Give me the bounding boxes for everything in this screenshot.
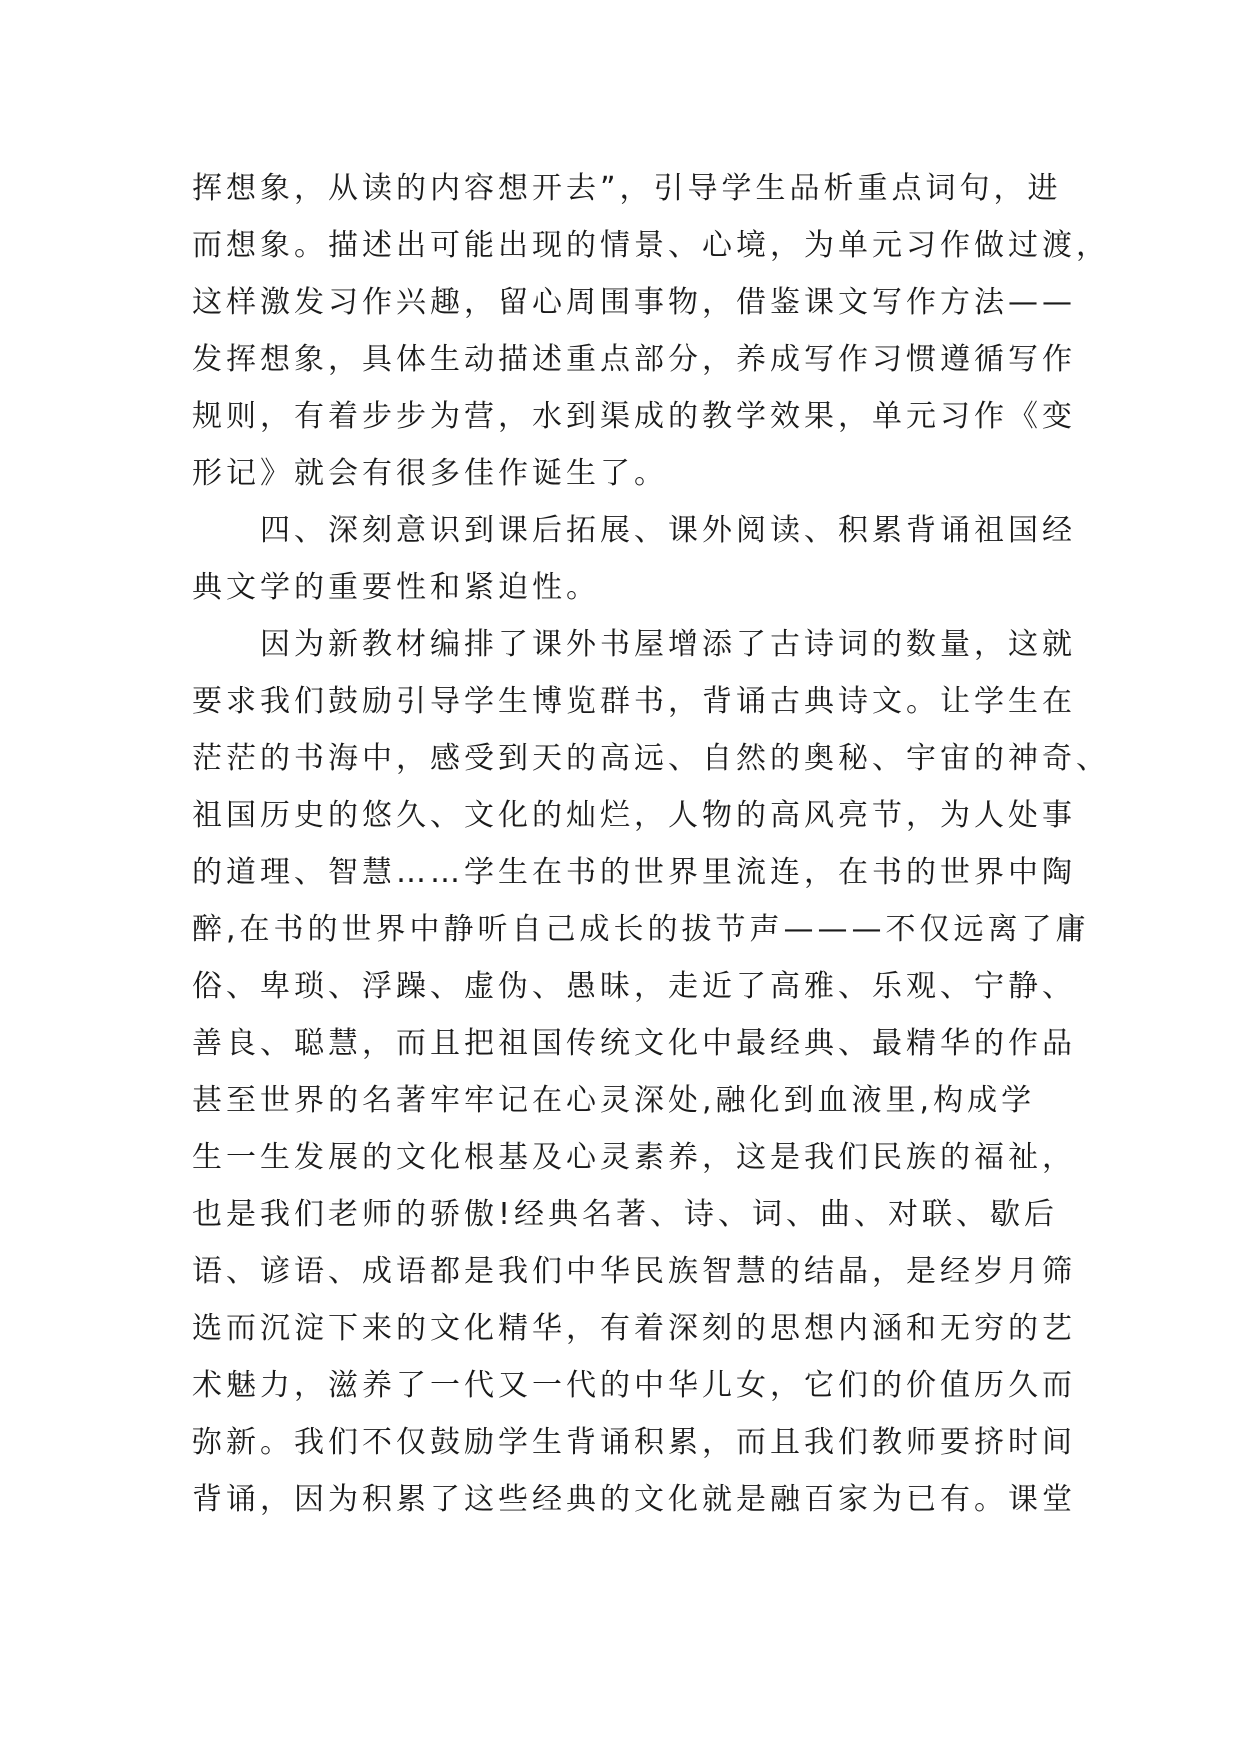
paragraph-start-line: 因为新教材编排了课外书屋增添了古诗词的数量，这就	[260, 627, 1076, 662]
text-line: 规则，有着步步为营，水到渠成的教学效果，单元习作《变	[192, 399, 1076, 434]
section-heading-line: 典文学的重要性和紧迫性。	[192, 570, 600, 605]
text-line: 这样激发习作兴趣，留心周围事物，借鉴课文写作方法——	[192, 285, 1076, 320]
body-text	[192, 160, 1110, 1528]
text-line: 背诵，因为积累了这些经典的文化就是融百家为已有。课堂	[192, 1482, 1076, 1517]
text-line: 发挥想象，具体生动描述重点部分，养成写作习惯遵循写作	[192, 342, 1076, 377]
text-line: 形记》就会有很多佳作诞生了。	[192, 456, 668, 491]
text-line: 的道理、智慧……学生在书的世界里流连，在书的世界中陶	[192, 855, 1076, 890]
text-line: 挥想象，从读的内容想开去”，引导学生品析重点词句，进	[192, 171, 1062, 206]
text-line: 茫茫的书海中，感受到天的高远、自然的奥秘、宇宙的神奇、	[192, 741, 1110, 776]
section-heading-line: 四、深刻意识到课后拓展、课外阅读、积累背诵祖国经	[260, 513, 1076, 548]
text-line: 选而沉淀下来的文化精华，有着深刻的思想内涵和无穷的艺	[192, 1311, 1076, 1346]
text-line: 善良、聪慧，而且把祖国传统文化中最经典、最精华的作品	[192, 1026, 1076, 1061]
text-line: 弥新。我们不仅鼓励学生背诵积累，而且我们教师要挤时间	[192, 1425, 1076, 1460]
text-line: 生一生发展的文化根基及心灵素养，这是我们民族的福祉，	[192, 1140, 1076, 1175]
text-line: 醉,在书的世界中静听自己成长的拔节声———不仅远离了庸	[192, 912, 1090, 947]
text-line: 甚至世界的名著牢牢记在心灵深处,融化到血液里,构成学	[192, 1083, 1036, 1118]
text-line: 语、谚语、成语都是我们中华民族智慧的结晶，是经岁月筛	[192, 1254, 1076, 1289]
text-line: 也是我们老师的骄傲!经典名著、诗、词、曲、对联、歇后	[192, 1197, 1059, 1232]
text-line: 要求我们鼓励引导学生博览群书，背诵古典诗文。让学生在	[192, 684, 1076, 719]
text-line: 祖国历史的悠久、文化的灿烂，人物的高风亮节，为人处事	[192, 798, 1076, 833]
text-line: 而想象。描述出可能出现的情景、心境，为单元习作做过渡，	[192, 228, 1110, 263]
text-line: 术魅力，滋养了一代又一代的中华儿女，它们的价值历久而	[192, 1368, 1076, 1403]
text-line: 俗、卑琐、浮躁、虚伪、愚昧，走近了高雅、乐观、宁静、	[192, 969, 1076, 1004]
